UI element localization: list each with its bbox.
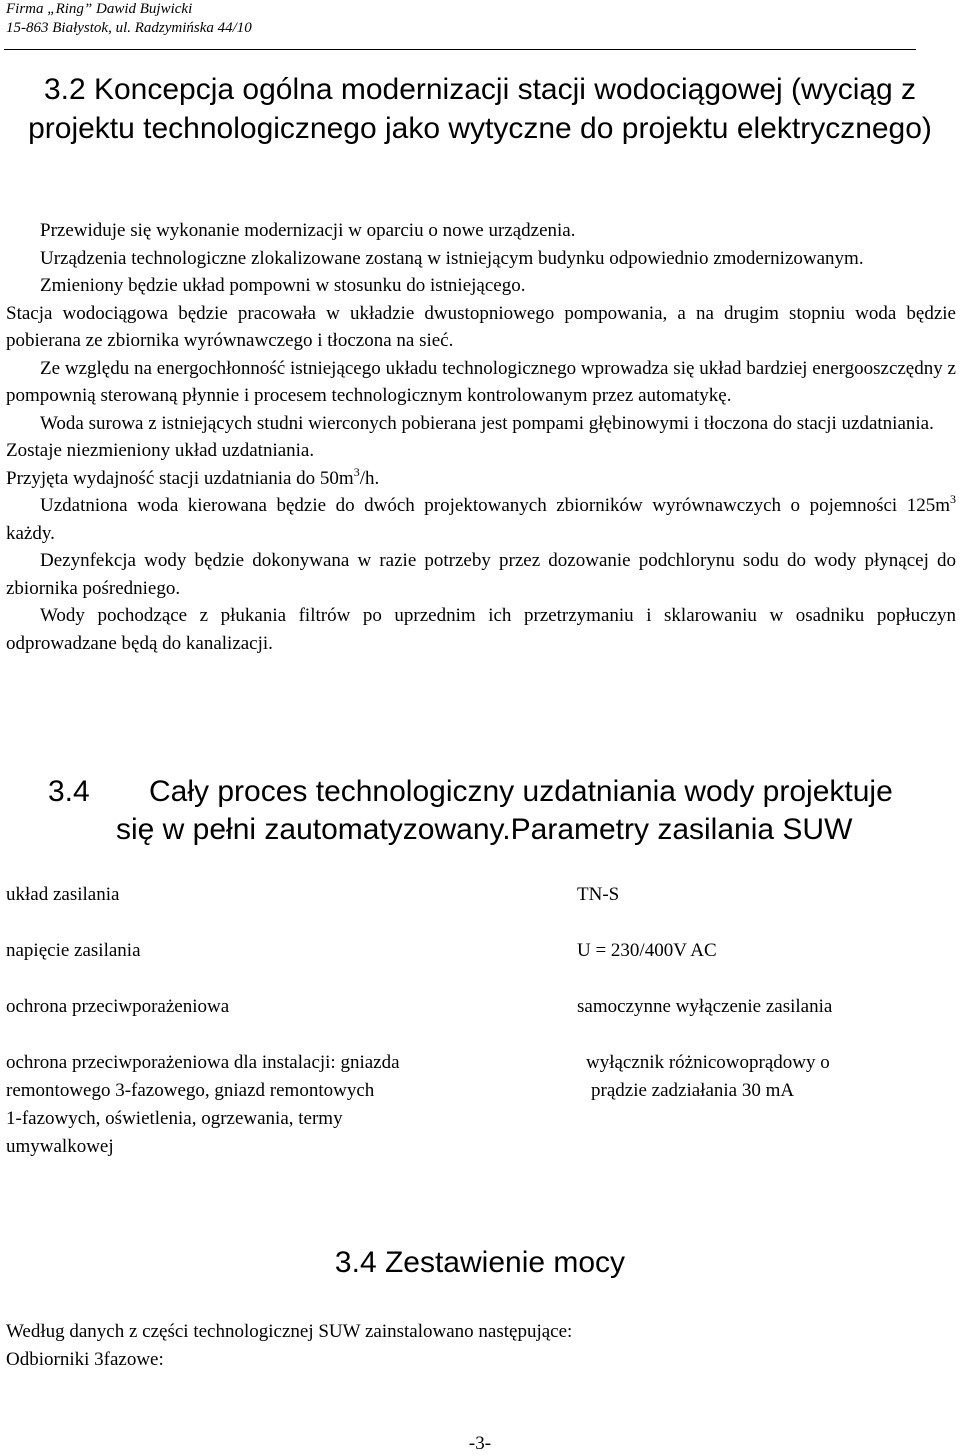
param-label-line: 1-fazowych, oświetlenia, ogrzewania, termy xyxy=(6,1108,343,1129)
paragraph-capacity xyxy=(6,465,956,493)
tanks-text: Uzdatniona woda kierowana będzie do dwóch projektowanych zbiorników wyrównawczych o pojemności 125m xyxy=(40,495,950,516)
page-number: -3- xyxy=(468,1433,492,1454)
section-body-3-2 xyxy=(6,217,956,657)
param-value: U = 230/400V AC xyxy=(577,940,717,961)
section-number: 3.4 xyxy=(48,775,90,808)
power-receivers: Odbiorniki 3fazowe: xyxy=(6,1349,164,1370)
paragraph: Ze względu na energochłonność istniejącego układu technologicznego wprowadza się układ bardziej energooszczędny z pompownią sterowaną płynnie i procesem technologicznym kontrolowanym przez automatykę. xyxy=(6,357,956,406)
header-address: 15-863 Białystok, ul. Radzymińska 44/10 xyxy=(6,20,252,36)
power-intro: Według danych z części technologicznej SUW zainstalowano następujące: xyxy=(6,1321,573,1342)
paragraph: Stacja wodociągowa będzie pracowała w układzie dwustopniowego pompowania, a na drugim stopniu woda będzie pobierana ze zbiornika wyrównawczego i tłoczona na sieć. xyxy=(6,302,956,351)
paragraph: Urządzenia technologiczne zlokalizowane zostaną w istniejącym budynku odpowiednio zmodernizowanym. xyxy=(40,247,864,269)
paragraph: Przewiduje się wykonanie modernizacji w oparciu o nowe urządzenia. xyxy=(40,220,576,241)
param-label-multiline xyxy=(6,1049,400,1161)
param-value-multiline xyxy=(586,1049,830,1105)
param-label-line: remontowego 3-fazowego, gniazd remontowych xyxy=(6,1080,375,1101)
paragraph: Woda surowa z istniejących studni wierconych pobierana jest pompami głębinowymi i tłoczona do stacji uzdatniania. xyxy=(40,412,934,434)
param-value: samoczynne wyłączenie zasilania xyxy=(577,996,833,1017)
section-title-line-1: Cały proces technologiczny uzdatniania wody projektuje xyxy=(149,775,893,808)
header-company: Firma „Ring” Dawid Bujwicki xyxy=(6,1,193,17)
paragraph: Zmieniony będzie układ pompowni w stosunku do istniejącego. xyxy=(40,275,526,296)
param-label-line: umywalkowej xyxy=(6,1136,114,1157)
section-title-3-4-automation xyxy=(48,773,958,849)
capacity-exponent: 3 xyxy=(353,464,360,479)
paragraph: Wody pochodzące z płukania filtrów po uprzednim ich przetrzymaniu i sklarowaniu w osadniku popłuczyn odprowadzane będą do kanalizacji. xyxy=(6,605,956,654)
page-header xyxy=(6,0,252,38)
paragraph: Dezynfekcja wody będzie dokonywana w razie potrzeby przez dozowanie podchlorynu sodu do wody płynącej do zbiornika pośredniego. xyxy=(6,550,956,599)
param-label-line: ochrona przeciwporażeniowa dla instalacji: gniazda xyxy=(6,1052,400,1073)
param-value: TN-S xyxy=(577,884,620,905)
tanks-suffix: każdy. xyxy=(6,522,55,544)
param-label: układ zasilania xyxy=(6,884,120,905)
paragraph-tanks xyxy=(6,492,956,547)
capacity-text: Przyjęta wydajność stacji uzdatniania do 50m xyxy=(6,467,354,489)
param-value-line: prądzie zadziałania 30 mA xyxy=(591,1080,795,1101)
capacity-unit: /h. xyxy=(359,467,380,489)
tanks-exponent: 3 xyxy=(950,492,956,506)
param-label: ochrona przeciwporażeniowa xyxy=(6,996,230,1017)
section-title-line-2: się w pełni zautomatyzowany.Parametry zasilania SUW xyxy=(116,813,853,846)
param-label: napięcie zasilania xyxy=(6,940,141,961)
section-title-3-2: 3.2 Koncepcja ogólna modernizacji stacji wodociągowej (wyciąg z projektu technologicznego jako wytyczne do projektu elektrycznego) xyxy=(28,73,932,145)
section-title-3-4-power: 3.4 Zestawienie mocy xyxy=(334,1246,626,1279)
param-value-line: wyłącznik różnicowoprądowy o xyxy=(586,1052,830,1073)
header-divider xyxy=(4,49,916,50)
paragraph: Zostaje niezmieniony układ uzdatniania. xyxy=(6,440,315,461)
